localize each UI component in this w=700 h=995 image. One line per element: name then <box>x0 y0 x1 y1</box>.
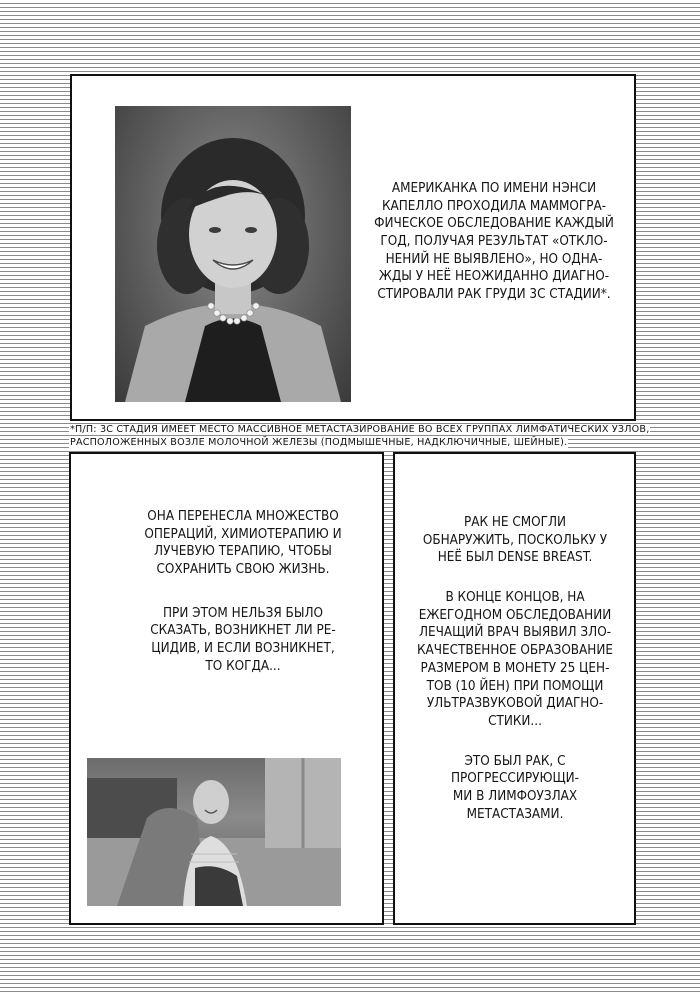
footnote-line <box>69 424 650 436</box>
caption-line: МЕТАСТАЗАМИ. <box>466 806 564 822</box>
footnote-text: РАСПОЛОЖЕННЫХ ВОЗЛЕ МОЛОЧНОЙ ЖЕЛЕЗЫ (ПОДМЫШЕЧНЫЕ, НАДКЛЮЧИЧНЫЕ, ШЕЙНЫЕ). <box>70 437 568 448</box>
caption-line: СКАЗАТЬ, ВОЗНИКНЕТ ЛИ РЕ- <box>150 623 336 639</box>
caption-line: ЖДЫ У НЕЁ НЕОЖИДАННО ДИАГНО- <box>378 269 610 285</box>
left-panel <box>69 452 384 925</box>
right-caption-block <box>403 589 627 731</box>
caption-line: НЕНИЙ НЕ ВЫЯВЛЕНО», НО ОДНА- <box>385 251 603 267</box>
left-caption-block <box>143 508 343 579</box>
left-caption <box>143 508 343 676</box>
left-caption-block <box>143 605 343 676</box>
portrait-photo <box>115 106 351 402</box>
caption-line: МИ В ЛИМФОУЗЛАХ <box>452 788 578 804</box>
patient-illustration <box>87 758 341 906</box>
caption-line: ЦИДИВ, И ЕСЛИ ВОЗНИКНЕТ, <box>151 641 335 657</box>
footnote-text: *П/П: 3С СТАДИЯ ИМЕЕТ МЕСТО МАССИВНОЕ МЕТАСТАЗИРОВАНИЕ ВО ВСЕХ ГРУППАХ ЛИМФАТИЧЕСКИХ УЗЛОВ, <box>70 424 650 435</box>
caption-line: ТОВ (10 ЙЕН) ПРИ ПОМОЩИ <box>426 678 604 694</box>
caption-line: КАПЕЛЛО ПРОХОДИЛА МАММОГРА- <box>381 198 607 214</box>
right-caption <box>403 514 627 823</box>
caption-line: РАЗМЕРОМ В МОНЕТУ 25 ЦЕН- <box>420 660 610 676</box>
caption-line: ПРИ ЭТОМ НЕЛЬЗЯ БЫЛО <box>163 605 323 621</box>
caption-line: ОПЕРАЦИЙ, ХИМИОТЕРАПИЮ И <box>144 526 342 542</box>
caption-line: НЕЁ БЫЛ DENSE BREAST. <box>437 550 593 566</box>
right-caption-block <box>403 514 627 567</box>
right-caption-block <box>403 753 627 824</box>
patient-photo <box>87 758 341 906</box>
caption-line: ТО КОГДА... <box>205 658 281 674</box>
caption-line: ЛУЧЕВУЮ ТЕРАПИЮ, ЧТОБЫ <box>154 544 332 560</box>
caption-line: ЭТО БЫЛ РАК, С <box>464 753 566 769</box>
top-caption <box>374 180 614 304</box>
caption-line: КАЧЕСТВЕННОЕ ОБРАЗОВАНИЕ <box>417 643 613 659</box>
portrait-illustration <box>115 106 351 402</box>
top-panel <box>70 74 636 421</box>
caption-line: ЕЖЕГОДНОМ ОБСЛЕДОВАНИИ <box>418 607 612 623</box>
caption-line: СТИРОВАЛИ РАК ГРУДИ 3С СТАДИИ*. <box>377 287 611 303</box>
right-panel <box>393 452 636 925</box>
caption-line: ГОД, ПОЛУЧАЯ РЕЗУЛЬТАТ «ОТКЛО- <box>380 234 608 250</box>
caption-line: АМЕРИКАНКА ПО ИМЕНИ НЭНСИ <box>391 181 597 196</box>
caption-line: РАК НЕ СМОГЛИ <box>463 515 567 530</box>
caption-line: ОНА ПЕРЕНЕСЛА МНОЖЕСТВО <box>147 509 339 524</box>
caption-line: ОБНАРУЖИТЬ, ПОСКОЛЬКУ У <box>422 532 608 548</box>
footnote-line <box>69 437 568 449</box>
caption-line: СОХРАНИТЬ СВОЮ ЖИЗНЬ. <box>156 562 330 578</box>
caption-line: УЛЬТРАЗВУКОВОЙ ДИАГНО- <box>426 696 604 712</box>
caption-line: СТИКИ... <box>488 713 542 729</box>
caption-line: В КОНЦЕ КОНЦОВ, НА <box>445 590 585 606</box>
top-caption-block <box>374 180 614 304</box>
caption-line: ФИЧЕСКОЕ ОБСЛЕДОВАНИЕ КАЖДЫЙ <box>374 216 614 232</box>
caption-line: ЛЕЧАЩИЙ ВРАЧ ВЫЯВИЛ ЗЛО- <box>418 625 612 641</box>
caption-line: ПРОГРЕССИРУЮЩИ- <box>450 771 580 787</box>
